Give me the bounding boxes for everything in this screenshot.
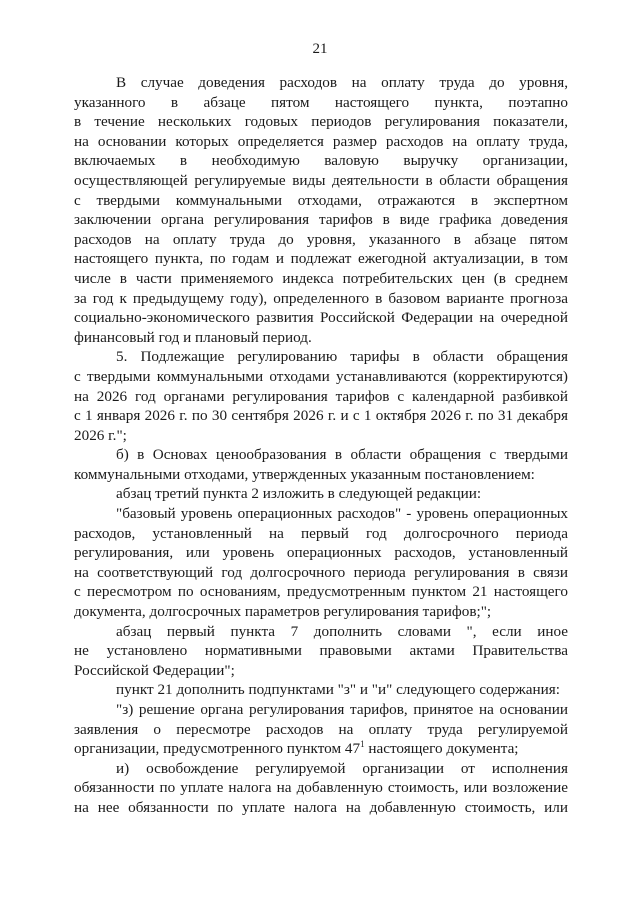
- text-line: в течение нескольких годовых периодов регулирования показатели,: [74, 113, 568, 131]
- text-line: "з) решение органа регулирования тарифов, принятое на основании: [116, 701, 568, 718]
- text-line: В случае доведения расходов на оплату труда до уровня,: [116, 74, 568, 91]
- text-line-with-footnote: [74, 739, 568, 759]
- text-line: Российской Федерации";: [74, 661, 235, 679]
- text-line: заявления о пересмотре расходов на оплату труда регулируемой: [74, 720, 568, 738]
- text-line: обязанности по уплате налога на добавленную стоимость, или возложение: [74, 779, 568, 797]
- text-fragment: настоящего документа;: [364, 740, 519, 758]
- text-line: с 1 января 2026 г. по 30 сентября 2026 г. и с 1 октября 2026 г. по 31 декабря: [74, 407, 568, 425]
- text-line: социально-экономического развития Российской Федерации на очередной: [74, 309, 568, 327]
- text-line: абзац первый пункта 7 дополнить словами ", если иное: [116, 622, 568, 640]
- text-line: с твердыми коммунальными отходами устанавливаются (корректируются): [74, 367, 568, 385]
- text-line: документа, долгосрочных параметров регулирования тарифов;";: [74, 603, 492, 621]
- text-line: 2026 г.";: [74, 426, 127, 444]
- text-line: регулирования, или уровень операционных расходов, установленный: [74, 544, 568, 562]
- text-line: коммунальными отходами, утвержденных указанным постановлением:: [74, 465, 535, 483]
- text-line: пункт 21 дополнить подпунктами "з" и "и" следующего содержания:: [116, 681, 560, 699]
- document-body: [74, 73, 568, 818]
- text-line: 5. Подлежащие регулированию тарифы в области обращения: [116, 348, 568, 366]
- text-line: на основании которых определяется размер расходов на оплату труда,: [74, 132, 568, 150]
- text-line: на 2026 год органами регулирования тарифов с календарной разбивкой: [74, 387, 568, 405]
- text-line: числе в части применяемого индекса потребительских цен (в среднем: [74, 269, 568, 287]
- text-fragment: организации, предусмотренного пунктом 47: [74, 740, 361, 758]
- text-line: с твердыми коммунальными отходами, отражаются в экспертном: [74, 191, 568, 209]
- text-line: финансовый год и плановый период.: [74, 328, 312, 346]
- page-number: 21: [312, 41, 328, 57]
- text-line: расходов на оплату труда до уровня, указанного в абзаце пятом: [74, 230, 568, 248]
- text-line: указанного в абзаце пятом настоящего пункта, поэтапно: [74, 93, 568, 111]
- text-line: за год к предыдущему году), определенного в базовом варианте прогноза: [74, 289, 568, 307]
- text-line: "базовый уровень операционных расходов" - уровень операционных: [116, 505, 568, 523]
- text-line: абзац третий пункта 2 изложить в следующей редакции:: [116, 485, 482, 503]
- text-line: и) освобождение регулируемой организации от исполнения: [116, 759, 568, 777]
- text-line: на соответствующий год долгосрочного периода регулирования в связи: [74, 563, 568, 581]
- text-line: на нее обязанности по уплате налога на добавленную стоимость, или: [74, 798, 568, 816]
- text-line: расходов, установленный на первый год долгосрочного периода: [74, 524, 568, 542]
- text-line: не установлено нормативными правовыми актами Правительства: [74, 642, 568, 660]
- text-line: настоящего пункта, по годам и подлежат ежегодной актуализации, в том: [74, 250, 568, 268]
- text-line: включаемых в необходимую валовую выручку организации,: [74, 152, 568, 170]
- text-line: с пересмотром по основаниям, предусмотренным пунктом 21 настоящего: [74, 583, 568, 601]
- text-line: заключении органа регулирования тарифов в виде графика доведения: [74, 211, 568, 229]
- footnote-mark: 1: [360, 739, 365, 750]
- text-line: б) в Основах ценообразования в области обращения с твердыми: [116, 446, 568, 464]
- text-line: осуществляющей регулируемые виды деятельности в области обращения: [74, 171, 568, 189]
